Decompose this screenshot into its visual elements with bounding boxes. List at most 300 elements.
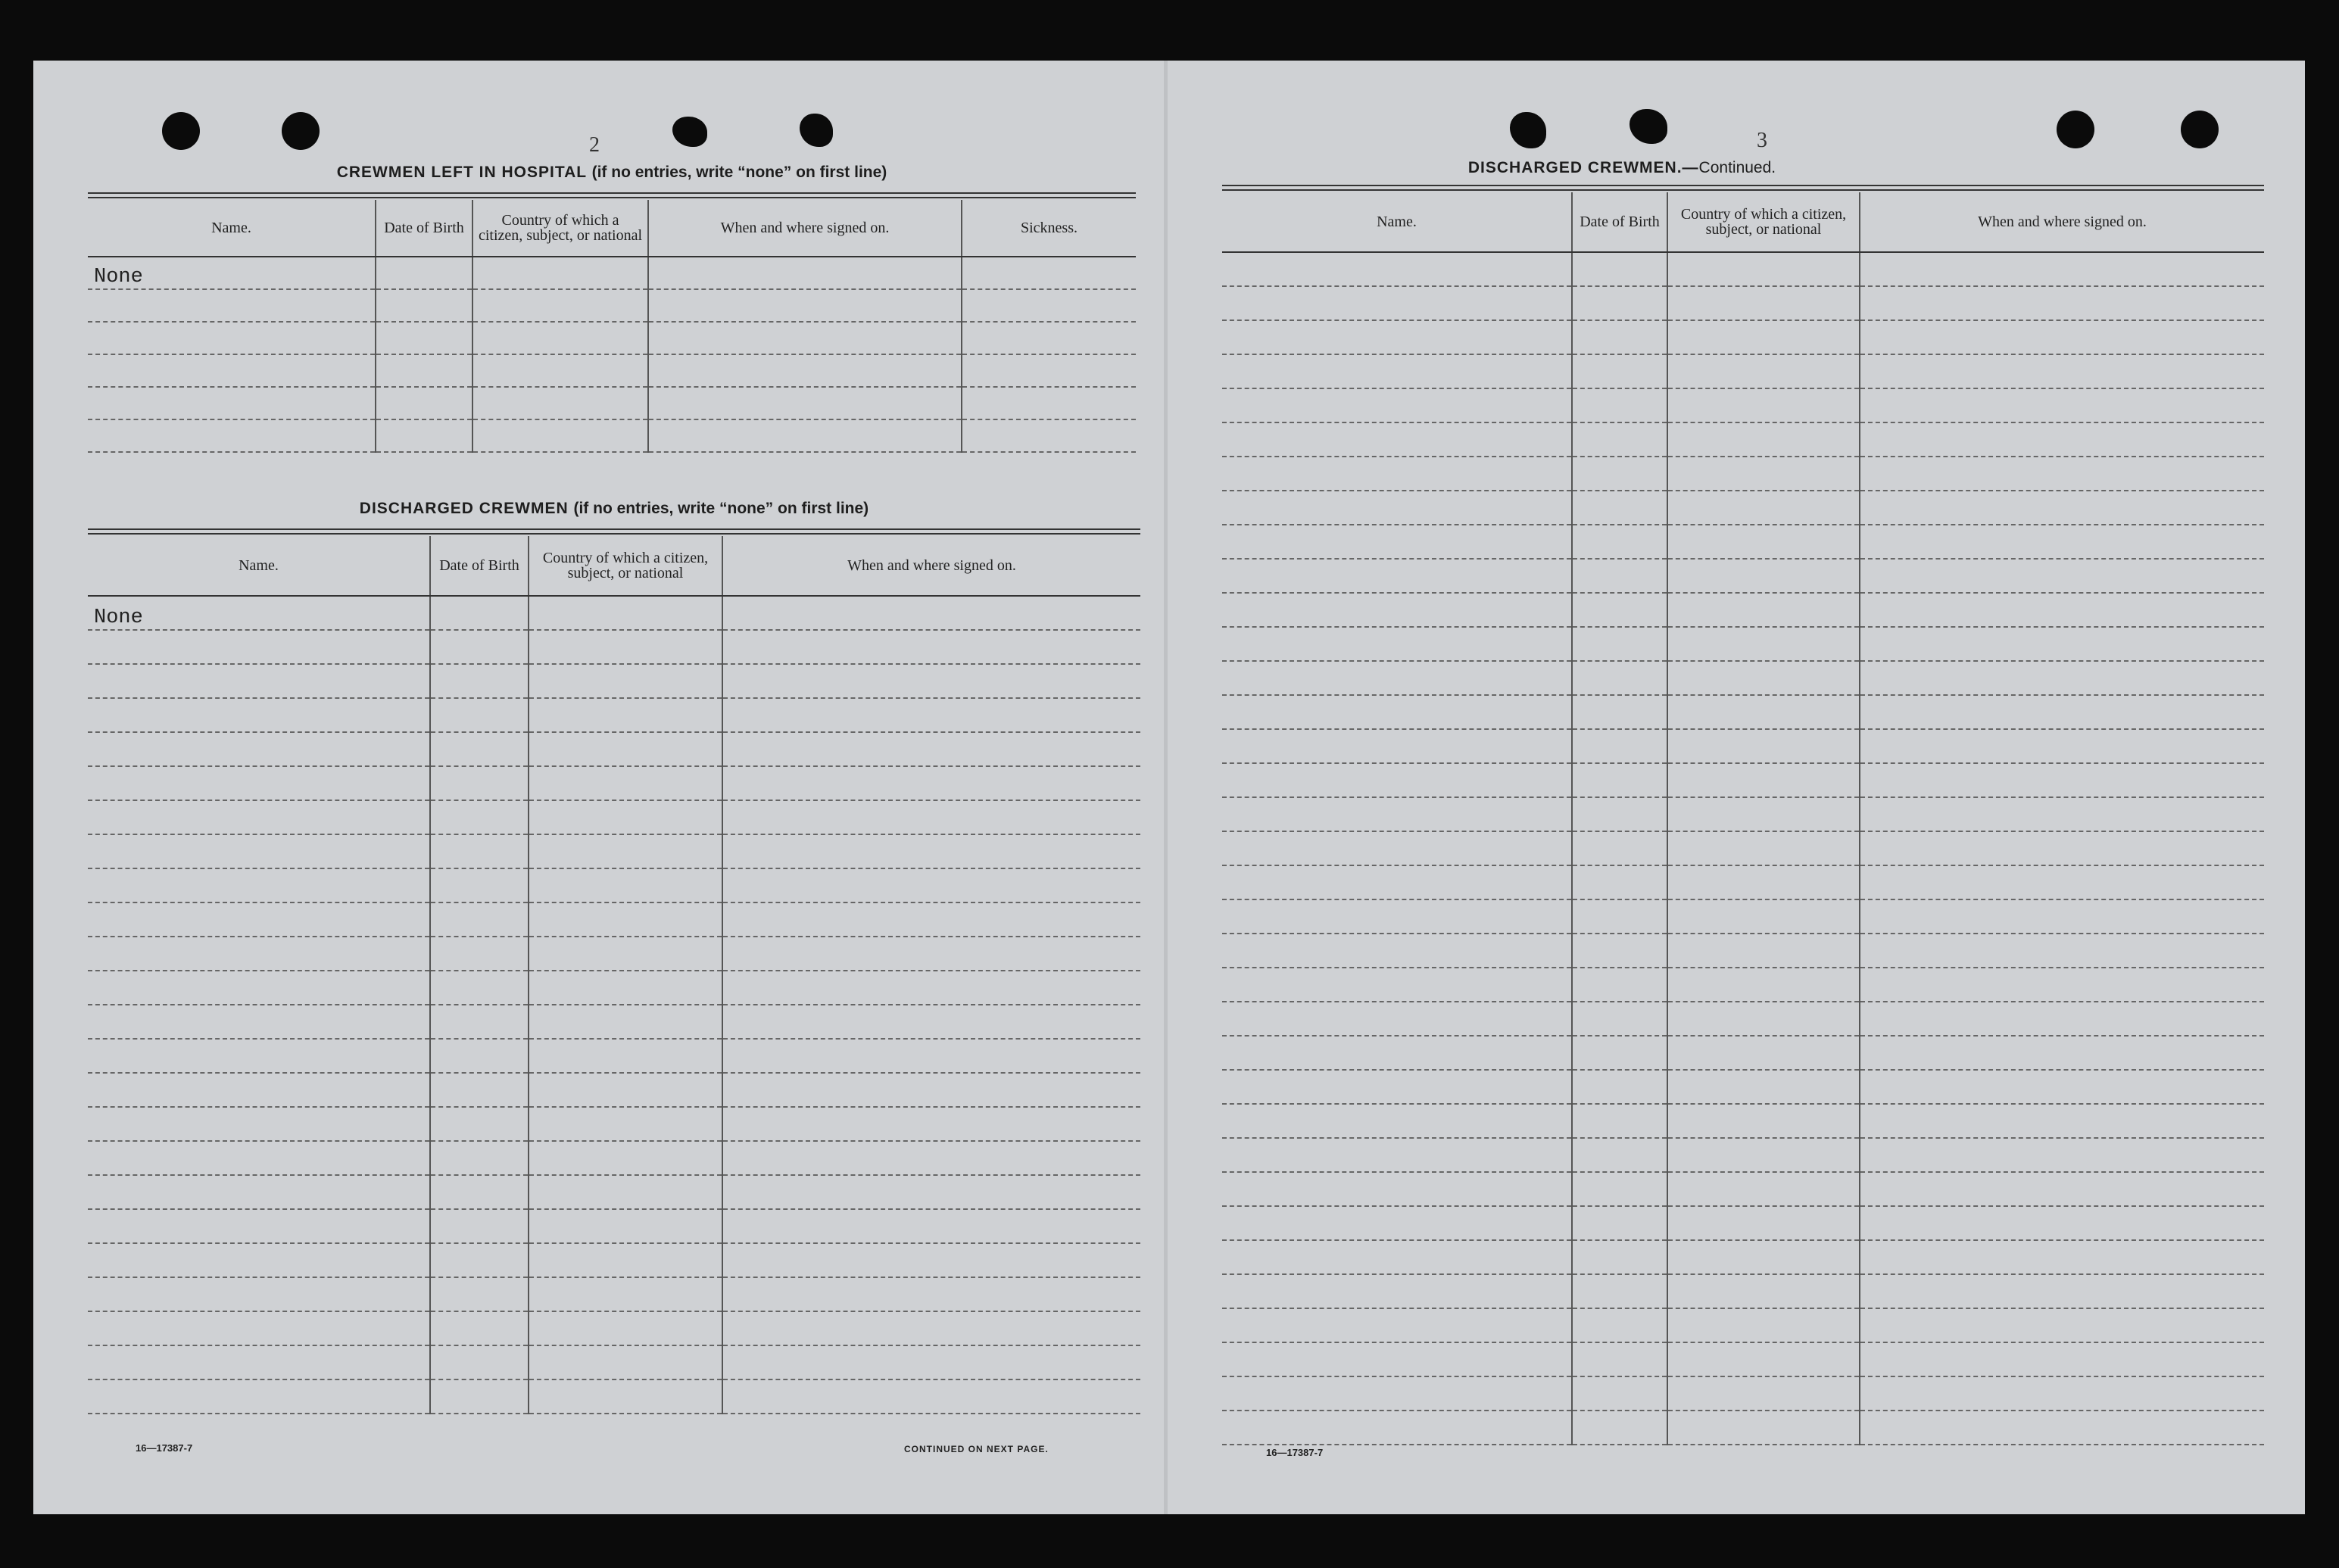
table-cell[interactable] (1860, 627, 2264, 661)
section-title (1101, 159, 2143, 177)
table-cell[interactable] (1667, 388, 1860, 422)
table-cell[interactable] (88, 834, 430, 868)
table-cell[interactable] (1222, 593, 1572, 627)
table-cell[interactable] (1572, 388, 1667, 422)
table-cell[interactable] (376, 257, 472, 289)
table-cell[interactable] (529, 1073, 722, 1107)
table-cell[interactable] (1667, 1104, 1860, 1138)
table-cell[interactable] (1222, 627, 1572, 661)
table-cell[interactable] (529, 902, 722, 937)
table-cell[interactable] (1222, 252, 1572, 286)
table-cell[interactable] (1572, 422, 1667, 457)
table-cell[interactable] (1667, 729, 1860, 763)
table-cell[interactable] (1222, 1138, 1572, 1172)
table-cell[interactable] (1572, 252, 1667, 286)
table-cell[interactable] (1572, 797, 1667, 831)
table-cell[interactable] (529, 1311, 722, 1345)
table-cell[interactable] (722, 1277, 1140, 1311)
table-cell[interactable] (1667, 286, 1860, 320)
table-cell[interactable] (722, 1005, 1140, 1039)
table-cell[interactable] (722, 630, 1140, 664)
table-cell[interactable] (1572, 559, 1667, 593)
table-cell[interactable] (88, 1141, 430, 1175)
table-cell[interactable] (962, 354, 1136, 387)
table-cell[interactable] (1860, 1342, 2264, 1376)
table-cell[interactable] (430, 766, 529, 800)
table-cell[interactable] (1860, 1104, 2264, 1138)
table-cell[interactable] (1572, 457, 1667, 491)
table-cell[interactable] (722, 1175, 1140, 1209)
table-cell[interactable] (88, 630, 430, 664)
table-row (1222, 457, 2264, 491)
table-cell[interactable] (648, 419, 962, 452)
table-cell[interactable] (1667, 1342, 1860, 1376)
table-cell[interactable] (472, 257, 648, 289)
table-cell[interactable] (1860, 831, 2264, 865)
punch-hole (2057, 111, 2094, 148)
table-cell[interactable] (1667, 1002, 1860, 1036)
table-cell[interactable] (529, 596, 722, 630)
table-cell[interactable] (1860, 491, 2264, 525)
table-cell[interactable] (1667, 252, 1860, 286)
table-cell[interactable] (962, 387, 1136, 419)
table-cell[interactable] (529, 698, 722, 732)
table-cell[interactable] (430, 834, 529, 868)
table-cell[interactable] (430, 1107, 529, 1141)
table-cell[interactable] (376, 289, 472, 322)
table-cell[interactable] (430, 800, 529, 834)
table-cell[interactable] (1222, 695, 1572, 729)
table-cell[interactable] (376, 387, 472, 419)
table-cell[interactable] (1860, 1070, 2264, 1104)
continued-suffix: Continued. (1698, 159, 1776, 176)
table-cell[interactable] (529, 868, 722, 902)
table-cell[interactable] (1222, 320, 1572, 354)
table-cell[interactable] (1860, 354, 2264, 388)
table-cell[interactable] (1667, 1274, 1860, 1308)
table-row (88, 322, 1136, 354)
table-cell[interactable] (1667, 1070, 1860, 1104)
table-row (88, 1345, 1140, 1379)
table-cell[interactable] (88, 322, 376, 354)
table-cell[interactable] (430, 1243, 529, 1277)
table-cell[interactable] (722, 1107, 1140, 1141)
table-cell[interactable] (1860, 729, 2264, 763)
table-cell[interactable] (88, 387, 376, 419)
table-cell[interactable] (430, 596, 529, 630)
table-cell[interactable]: None (88, 257, 376, 289)
continued-note: CONTINUED ON NEXT PAGE. (904, 1444, 1049, 1454)
table-cell[interactable] (529, 664, 722, 698)
table-cell[interactable] (430, 902, 529, 937)
table-cell[interactable] (1572, 627, 1667, 661)
table-cell[interactable] (88, 664, 430, 698)
table-cell[interactable] (1667, 797, 1860, 831)
table-cell[interactable] (1860, 1376, 2264, 1411)
table-cell[interactable] (529, 971, 722, 1005)
table-cell[interactable] (1667, 525, 1860, 559)
table-cell[interactable] (1667, 899, 1860, 934)
table-cell[interactable] (88, 732, 430, 766)
table-cell[interactable] (430, 1073, 529, 1107)
table-cell[interactable] (1222, 661, 1572, 695)
table-cell[interactable] (1667, 422, 1860, 457)
table-cell[interactable] (376, 322, 472, 354)
table-cell[interactable] (88, 1243, 430, 1277)
table-cell[interactable] (88, 868, 430, 902)
table-cell[interactable] (1222, 286, 1572, 320)
table-cell[interactable] (88, 1345, 430, 1379)
table-cell[interactable] (1222, 1070, 1572, 1104)
table-cell[interactable] (1667, 559, 1860, 593)
table-cell[interactable] (88, 1379, 430, 1414)
table-cell[interactable] (1667, 1376, 1860, 1411)
table-cell[interactable] (1860, 968, 2264, 1002)
table-cell[interactable] (648, 289, 962, 322)
table-row (1222, 1274, 2264, 1308)
table-cell[interactable] (1572, 1206, 1667, 1240)
table-cell[interactable] (1572, 831, 1667, 865)
table-cell[interactable] (1222, 559, 1572, 593)
table-cell[interactable] (1860, 388, 2264, 422)
table-cell[interactable] (722, 1243, 1140, 1277)
table-cell[interactable] (1572, 354, 1667, 388)
table-cell[interactable] (1572, 865, 1667, 899)
table-cell[interactable] (722, 868, 1140, 902)
table-cell[interactable] (1860, 899, 2264, 934)
table-cell[interactable] (472, 322, 648, 354)
table-cell[interactable] (1222, 763, 1572, 797)
table-cell[interactable] (430, 937, 529, 971)
table-cell[interactable] (529, 1141, 722, 1175)
table-cell[interactable] (1222, 865, 1572, 899)
table-cell[interactable] (88, 1005, 430, 1039)
table-cell[interactable] (722, 1073, 1140, 1107)
table-cell[interactable] (529, 1277, 722, 1311)
table-row (88, 1243, 1140, 1277)
table-cell[interactable] (430, 698, 529, 732)
table-cell[interactable] (722, 1379, 1140, 1414)
table-cell[interactable] (1222, 1104, 1572, 1138)
table-cell[interactable] (1572, 934, 1667, 968)
table-cell[interactable] (648, 257, 962, 289)
table-cell[interactable] (1572, 1138, 1667, 1172)
table-row (88, 800, 1140, 834)
table-cell[interactable] (1222, 831, 1572, 865)
table-cell[interactable] (722, 1311, 1140, 1345)
table-cell[interactable] (1860, 1138, 2264, 1172)
table-cell[interactable] (1572, 1411, 1667, 1445)
table-cell[interactable] (722, 1209, 1140, 1243)
table-cell[interactable] (1572, 1172, 1667, 1206)
table-cell[interactable] (1222, 1411, 1572, 1445)
table-cell[interactable] (376, 419, 472, 452)
column-header: Date of Birth (376, 200, 472, 257)
left-page (33, 61, 1164, 1514)
double-rule (88, 528, 1140, 535)
table-cell[interactable] (1572, 1274, 1667, 1308)
punch-hole (162, 112, 200, 150)
table-cell[interactable] (1572, 593, 1667, 627)
table-cell[interactable] (722, 1141, 1140, 1175)
table-cell[interactable] (529, 766, 722, 800)
table-cell[interactable] (1667, 1172, 1860, 1206)
table-cell[interactable] (1572, 1342, 1667, 1376)
table-cell[interactable] (88, 971, 430, 1005)
table-cell[interactable] (1572, 695, 1667, 729)
table-cell[interactable] (722, 732, 1140, 766)
table-cell[interactable] (88, 1209, 430, 1243)
table-cell[interactable] (1667, 593, 1860, 627)
table-row (1222, 1036, 2264, 1070)
table-cell[interactable] (1222, 354, 1572, 388)
table-cell[interactable] (430, 1175, 529, 1209)
table-cell[interactable] (529, 630, 722, 664)
table-cell[interactable] (1222, 1308, 1572, 1342)
table-cell[interactable] (1572, 1376, 1667, 1411)
table-cell[interactable] (88, 1073, 430, 1107)
table-cell[interactable] (1222, 1002, 1572, 1036)
table-cell[interactable] (648, 354, 962, 387)
table-cell[interactable] (430, 1039, 529, 1073)
table-cell[interactable] (1222, 1274, 1572, 1308)
table-cell[interactable] (529, 732, 722, 766)
table-cell[interactable] (648, 322, 962, 354)
table-cell[interactable] (1667, 627, 1860, 661)
table-cell[interactable] (722, 1345, 1140, 1379)
table-cell[interactable] (1572, 1104, 1667, 1138)
table-cell[interactable] (430, 1005, 529, 1039)
table-cell[interactable] (1860, 865, 2264, 899)
table-cell[interactable] (88, 800, 430, 834)
table-cell[interactable] (722, 834, 1140, 868)
table-cell[interactable] (529, 1379, 722, 1414)
header-row (88, 536, 1140, 596)
table-cell[interactable] (1860, 286, 2264, 320)
table-cell[interactable] (529, 800, 722, 834)
table-cell[interactable] (430, 630, 529, 664)
table-cell[interactable] (1222, 968, 1572, 1002)
table-cell[interactable] (529, 834, 722, 868)
table-cell[interactable] (529, 1243, 722, 1277)
table-cell[interactable] (430, 664, 529, 698)
table-cell[interactable] (1860, 1240, 2264, 1274)
table-cell[interactable] (1572, 763, 1667, 797)
table-cell[interactable] (1860, 422, 2264, 457)
table-cell[interactable] (1860, 763, 2264, 797)
table-cell[interactable] (1222, 729, 1572, 763)
table-cell[interactable] (1860, 797, 2264, 831)
table-cell[interactable] (722, 937, 1140, 971)
table-cell[interactable] (1222, 388, 1572, 422)
table-cell[interactable] (1572, 1070, 1667, 1104)
table-cell[interactable] (722, 1039, 1140, 1073)
column-header: Name. (1222, 192, 1572, 252)
column-header: Country of which a citizen, subject, or national (472, 200, 648, 257)
table-cell[interactable] (1860, 457, 2264, 491)
table-cell[interactable] (962, 257, 1136, 289)
table-cell[interactable] (1222, 1240, 1572, 1274)
table-cell[interactable] (472, 387, 648, 419)
table-cell[interactable] (88, 1277, 430, 1311)
table-cell[interactable] (1222, 1376, 1572, 1411)
table-cell[interactable] (1860, 1172, 2264, 1206)
table-cell[interactable] (1860, 320, 2264, 354)
table-cell[interactable] (1222, 797, 1572, 831)
table-cell[interactable] (1572, 899, 1667, 934)
table-cell[interactable] (1667, 1206, 1860, 1240)
table-cell[interactable] (1667, 968, 1860, 1002)
table-cell[interactable] (1222, 899, 1572, 934)
table-cell[interactable] (1667, 354, 1860, 388)
table-cell[interactable] (722, 664, 1140, 698)
table-cell[interactable]: None (88, 596, 430, 630)
table-row (88, 387, 1136, 419)
table-cell[interactable] (1860, 593, 2264, 627)
table-cell[interactable] (1667, 491, 1860, 525)
table-cell[interactable] (529, 937, 722, 971)
table-cell[interactable] (1667, 320, 1860, 354)
table-cell[interactable] (1572, 1308, 1667, 1342)
table-cell[interactable] (88, 937, 430, 971)
table-cell[interactable] (1667, 695, 1860, 729)
table-cell[interactable] (1860, 695, 2264, 729)
table-cell[interactable] (1572, 729, 1667, 763)
table-cell[interactable] (1222, 1206, 1572, 1240)
table-row (1222, 593, 2264, 627)
table-cell[interactable] (1667, 865, 1860, 899)
table-cell[interactable] (1222, 491, 1572, 525)
table-row (88, 419, 1136, 452)
table-row (88, 1277, 1140, 1311)
table-cell[interactable] (1667, 763, 1860, 797)
table-cell[interactable] (529, 1005, 722, 1039)
table-cell[interactable] (529, 1345, 722, 1379)
table-cell[interactable] (962, 419, 1136, 452)
table-cell[interactable] (1860, 1411, 2264, 1445)
table-cell[interactable] (722, 698, 1140, 732)
table-cell[interactable] (722, 800, 1140, 834)
section-title (88, 500, 1140, 518)
table-row (1222, 422, 2264, 457)
table-cell[interactable] (1860, 1206, 2264, 1240)
table-cell[interactable] (962, 322, 1136, 354)
table-cell[interactable] (1572, 661, 1667, 695)
table-cell[interactable] (1667, 457, 1860, 491)
table-cell[interactable] (1572, 320, 1667, 354)
table-cell[interactable] (1860, 1274, 2264, 1308)
table-cell[interactable] (529, 1175, 722, 1209)
table-cell[interactable] (529, 1107, 722, 1141)
table-cell[interactable] (1860, 661, 2264, 695)
table-cell[interactable] (1222, 934, 1572, 968)
table-cell[interactable] (1572, 525, 1667, 559)
table-cell[interactable] (1572, 1240, 1667, 1274)
table-cell[interactable] (430, 1209, 529, 1243)
table-cell[interactable] (88, 1107, 430, 1141)
table-cell[interactable] (88, 289, 376, 322)
table-cell[interactable] (1572, 968, 1667, 1002)
table-cell[interactable] (1572, 286, 1667, 320)
table-cell[interactable] (1222, 422, 1572, 457)
discharged-table (88, 536, 1140, 1414)
table-row (88, 257, 1136, 289)
table-cell[interactable] (1860, 525, 2264, 559)
table-row (88, 937, 1140, 971)
table-row (1222, 388, 2264, 422)
table-cell[interactable] (430, 868, 529, 902)
continued-table (1222, 192, 2264, 1445)
table-cell[interactable] (529, 1209, 722, 1243)
table-cell[interactable] (1667, 831, 1860, 865)
table-row (1222, 354, 2264, 388)
table-cell[interactable] (472, 419, 648, 452)
table-cell[interactable] (1222, 525, 1572, 559)
table-cell[interactable] (1860, 1036, 2264, 1070)
table-cell[interactable] (88, 1311, 430, 1345)
table-cell[interactable] (88, 354, 376, 387)
table-cell[interactable] (722, 766, 1140, 800)
table-cell[interactable] (88, 902, 430, 937)
table-cell[interactable] (1667, 1308, 1860, 1342)
table-cell[interactable] (1667, 1036, 1860, 1070)
table-cell[interactable] (1860, 934, 2264, 968)
table-cell[interactable] (1222, 1036, 1572, 1070)
table-cell[interactable] (1222, 1172, 1572, 1206)
table-cell[interactable] (1667, 934, 1860, 968)
section-title (88, 164, 1136, 182)
table-cell[interactable] (529, 1039, 722, 1073)
table-cell[interactable] (1667, 1240, 1860, 1274)
table-cell[interactable] (88, 766, 430, 800)
table-cell[interactable] (88, 1175, 430, 1209)
table-row (88, 732, 1140, 766)
table-cell[interactable] (88, 419, 376, 452)
table-cell[interactable] (1667, 1138, 1860, 1172)
table-cell[interactable] (1667, 661, 1860, 695)
table-cell[interactable] (472, 289, 648, 322)
table-row (1222, 559, 2264, 593)
table-cell[interactable] (722, 596, 1140, 630)
table-cell[interactable] (430, 1277, 529, 1311)
table-cell[interactable] (430, 971, 529, 1005)
table-cell[interactable] (430, 1311, 529, 1345)
table-cell[interactable] (1860, 252, 2264, 286)
table-cell[interactable] (648, 387, 962, 419)
table-cell[interactable] (722, 971, 1140, 1005)
table-cell[interactable] (472, 354, 648, 387)
table-row (88, 596, 1140, 630)
table-cell[interactable] (430, 1141, 529, 1175)
table-cell[interactable] (1860, 559, 2264, 593)
table-cell[interactable] (376, 354, 472, 387)
table-cell[interactable] (1860, 1308, 2264, 1342)
table-cell[interactable] (1860, 1002, 2264, 1036)
table-cell[interactable] (88, 1039, 430, 1073)
table-cell[interactable] (1667, 1411, 1860, 1445)
table-cell[interactable] (962, 289, 1136, 322)
table-cell[interactable] (1572, 1002, 1667, 1036)
table-cell[interactable] (1572, 1036, 1667, 1070)
table-cell[interactable] (1222, 1342, 1572, 1376)
table-cell[interactable] (430, 1379, 529, 1414)
table-cell[interactable] (1222, 457, 1572, 491)
table-cell[interactable] (430, 732, 529, 766)
table-cell[interactable] (88, 698, 430, 732)
table-cell[interactable] (1572, 491, 1667, 525)
table-cell[interactable] (722, 902, 1140, 937)
table-cell[interactable] (430, 1345, 529, 1379)
